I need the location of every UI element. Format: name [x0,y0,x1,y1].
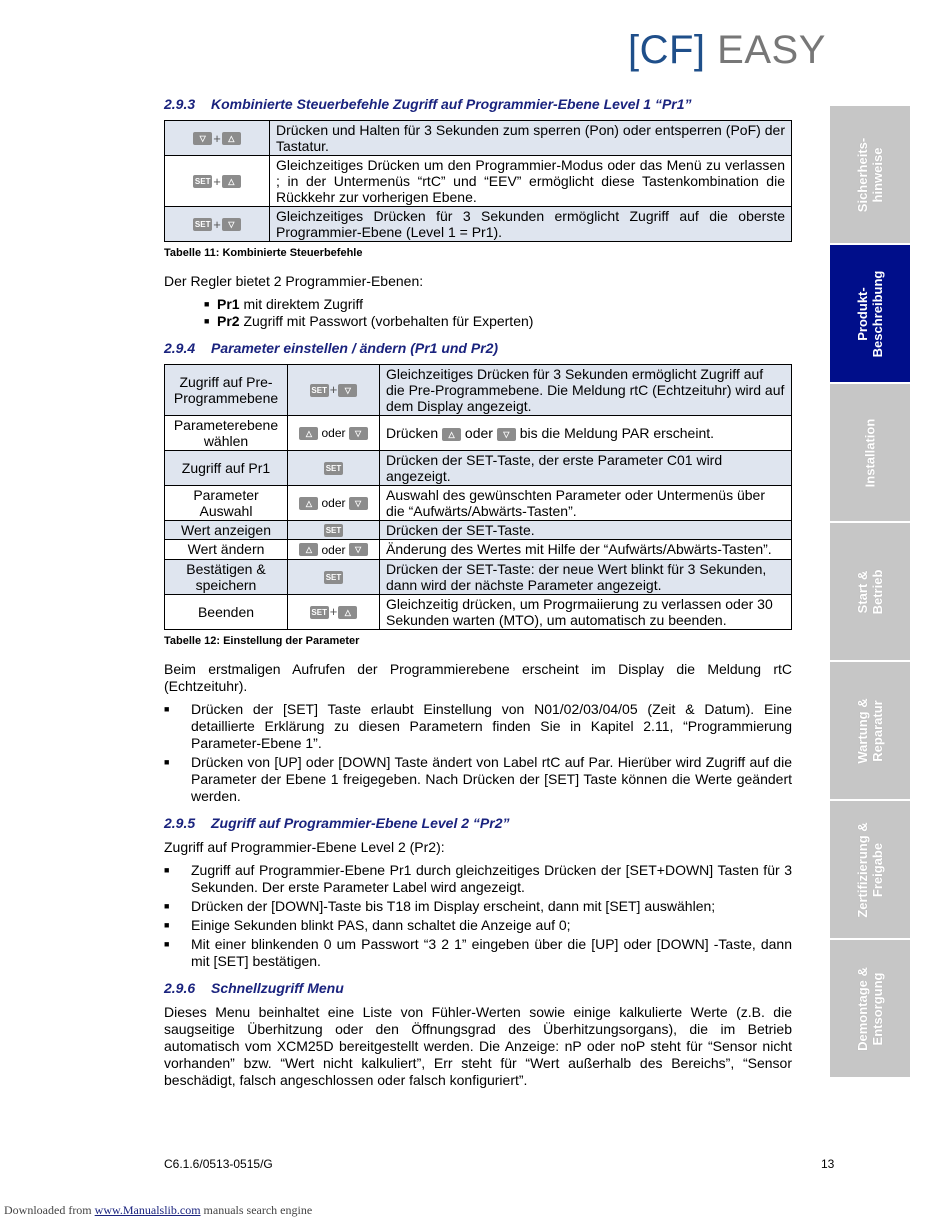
set-key-icon: SET [325,573,342,583]
table-row [165,540,792,560]
set-key-icon: SET [194,177,211,187]
table-row [165,594,792,629]
tab-demontage-entsorgung[interactable]: Demontage & Entsorgung [830,940,910,1079]
up-key-icon: △ [222,175,241,188]
down-key-icon: ▽ [193,132,212,145]
download-note: Downloaded from www.Manualslib.com manuals search engine [4,1203,313,1217]
table-12 [164,364,792,630]
up-key-icon: △ [442,428,461,441]
up-key-icon: △ [222,132,241,145]
up-key-icon: △ [299,543,318,556]
row-description: Gleichzeitiges Drücken um den Programmier-Modus oder das Menü zu verlassen ; in der Untermenüs “rtC” und “EEV” ermöglicht diese Tastenkombination die Rückkehr zur vorherigen Ebene. [270,156,792,207]
list-item: ■ Drücken der [DOWN]-Taste bis T18 im Display erscheint, dann mit [SET] auswählen; [164,898,792,915]
set-key-icon: SET [194,220,211,230]
main-content [164,96,792,1095]
bullets-pr1 [164,701,792,805]
logo-easy: EASY [717,28,826,72]
section-title-294: 2.9.4 Parameter einstellen / ändern (Pr1 und Pr2) [164,340,499,356]
key-combo: SET + ▽ [165,207,270,242]
row-description: Gleichzeitiges Drücken für 3 Sekunden ermöglicht Zugriff auf die oberste Programmier-Ebene (Level 1 = Pr1). [270,207,792,242]
tab-zertifizierung-freigabe[interactable]: Zertifizierung & Freigabe [830,801,910,940]
key-combo [288,451,380,486]
section-title-295: 2.9.5 Zugriff auf Programmier-Ebene Level 2 “Pr2” [164,814,510,831]
row-description: Drücken der SET-Taste. [380,521,792,540]
table-row [165,521,792,540]
doc-number: C6.1.6/0513-0515/G [164,1157,273,1171]
key-combo [288,559,380,594]
row-action: Zugriff auf Pr1 [165,451,288,486]
row-description: Drücken △ oder ▽ bis die Meldung PAR erscheint. [380,416,792,451]
table-row [165,416,792,451]
row-action: Parameterebene wählen [165,416,288,451]
list-item: ■ Drücken der [SET] Taste erlaubt Einstellung von N01/02/03/04/05 (Zeit & Datum). Eine detaillierte Erklärung zu diesen Parametern finden Sie in Kapitel 2.11, “Programmierung Parameter-Ebene 1”. [164,701,792,752]
down-key-icon: ▽ [349,427,368,440]
table-row [165,486,792,521]
key-combo: SET + △ [288,594,380,629]
table-caption: Tabelle 11: Kombinierte Steuerbefehle [164,247,363,259]
row-action: Beenden [165,594,288,629]
tab-produkt-beschreibung[interactable]: Produkt- Beschreibung [830,245,910,384]
set-key-icon: SET [311,385,327,395]
row-action: Zugriff auf Pre-Programmebene [165,365,288,416]
key-combo: △ oder ▽ [288,416,380,451]
down-key-icon: ▽ [497,428,516,441]
key-combo: SET + ▽ [288,365,380,416]
logo [628,28,826,73]
row-action: Parameter Auswahl [165,486,288,521]
row-action: Wert anzeigen [165,521,288,540]
table-caption: Tabelle 12: Einstellung der Parameter [164,634,360,647]
row-description: Drücken und Halten für 3 Sekunden zum sperren (Pon) oder entsperren (PoF) der Tastatur. [270,121,792,156]
key-combo: ▽ + △ [165,121,270,156]
tab-start-betrieb[interactable]: Start & Betrieb [830,523,910,662]
row-description: Auswahl des gewünschten Parameter oder Untermenüs über die “Aufwärts/Abwärts-Tasten”. [380,486,792,521]
key-combo [288,521,380,540]
bullets-pr2 [164,862,792,970]
row-description: Drücken der SET-Taste, der erste Parameter C01 wird angezeigt. [380,451,792,486]
list-item: ■ Mit einer blinkenden 0 um Passwort “3 2 1” eingeben über die [UP] oder [DOWN] -Taste, dann mit [SET] bestätigen. [164,936,792,970]
manualslib-link[interactable]: www.Manualslib.com [94,1203,201,1217]
set-key-icon: SET [325,464,342,474]
schnellzugriff-text: Dieses Menu beinhaltet eine Liste von Fühler-Werten sowie einige kalkulierte Werte (z.B. die saugseitige Überhitzung oder den Öffnungsgrad des Überhitzungsorgans), die im Betrieb automatisch vom XCM25D bereitgestellt werden. Die Anzeige: nP oder noP steht für “Sensor nicht vorhanden” bzw. “Wert nicht kalkuliert”, Err steht für “Wert außerhalb des Bereichs”, “Sensor beschädigt, falsch angeschlossen oder falsch konfiguriert”. [164,1003,792,1088]
chapter-sidebar [830,106,910,1079]
row-action: Bestätigen & speichern [165,559,288,594]
list-item: ■ Einige Sekunden blinkt PAS, dann schaltet die Anzeige auf 0; [164,917,792,934]
table-11 [164,120,792,242]
key-combo: △ oder ▽ [288,486,380,521]
table-row [165,451,792,486]
key-combo: SET + △ [165,156,270,207]
row-description: Drücken der SET-Taste: der neue Wert blinkt für 3 Sekunden, dann wird der nächste Parameter angezeigt. [380,559,792,594]
level-list [164,296,792,330]
tab-wartung-reparatur[interactable]: Wartung & Reparatur [830,662,910,801]
table-row [165,121,792,156]
table-row [165,365,792,416]
row-description: Gleichzeitig drücken, um Progrmaiierung zu verlassen oder 30 Sekunden warten (MTO), um automatisch zu beenden. [380,594,792,629]
up-key-icon: △ [299,427,318,440]
logo-cf: [CF] [628,28,706,72]
key-combo: △ oder ▽ [288,540,380,560]
list-item: ■ Drücken von [UP] oder [DOWN] Taste ändert von Label rtC auf Par. Hierüber wird Zugriff auf die Parameter der Ebene 1 freigegeben. Nach Drücken der [SET] Taste können die Werte geändert werden. [164,754,792,805]
table-row [165,207,792,242]
tab-installation[interactable]: Installation [830,384,910,523]
up-key-icon: △ [299,497,318,510]
row-description: Änderung des Wertes mit Hilfe der “Aufwärts/Abwärts-Tasten”. [380,540,792,560]
table-row [165,559,792,594]
down-key-icon: ▽ [222,218,241,231]
row-description: Gleichzeitiges Drücken für 3 Sekunden ermöglicht Zugriff auf die Pre-Programmebene. Die Meldung rtC (Echtzeituhr) wird auf dem Display angezeigt. [380,365,792,416]
regler-intro: Der Regler bietet 2 Programmier-Ebenen: [164,273,424,289]
set-key-icon: SET [325,526,342,536]
row-action: Wert ändern [165,540,288,560]
down-key-icon: ▽ [349,497,368,510]
page-number: 13 [821,1157,835,1171]
down-key-icon: ▽ [349,543,368,556]
list-item: ■ Pr2 Zugriff mit Passwort (vorbehalten für Experten) [164,313,792,330]
list-item: ■ Zugriff auf Programmier-Ebene Pr1 durch gleichzeitiges Drücken der [SET+DOWN] Tasten für 3 Sekunden. Der erste Parameter Label wird angezeigt. [164,862,792,896]
section-title-296: 2.9.6 Schnellzugriff Menu [164,979,344,996]
beim-paragraph: Beim erstmaligen Aufrufen der Programmierebene erscheint im Display die Meldung rtC (Echtzeituhr). [164,660,792,694]
pr2-intro: Zugriff auf Programmier-Ebene Level 2 (Pr2): [164,838,445,855]
list-item: ■ Pr1 mit direktem Zugriff [164,296,792,313]
down-key-icon: ▽ [338,384,357,397]
tab-sicherheitshinweise[interactable]: Sicherheits- hinweise [830,106,910,245]
section-title-293: 2.9.3 Kombinierte Steuerbefehle Zugriff auf Programmier-Ebene Level 1 “Pr1” [164,96,692,112]
set-key-icon: SET [311,607,327,617]
up-key-icon: △ [338,606,357,619]
table-row [165,156,792,207]
